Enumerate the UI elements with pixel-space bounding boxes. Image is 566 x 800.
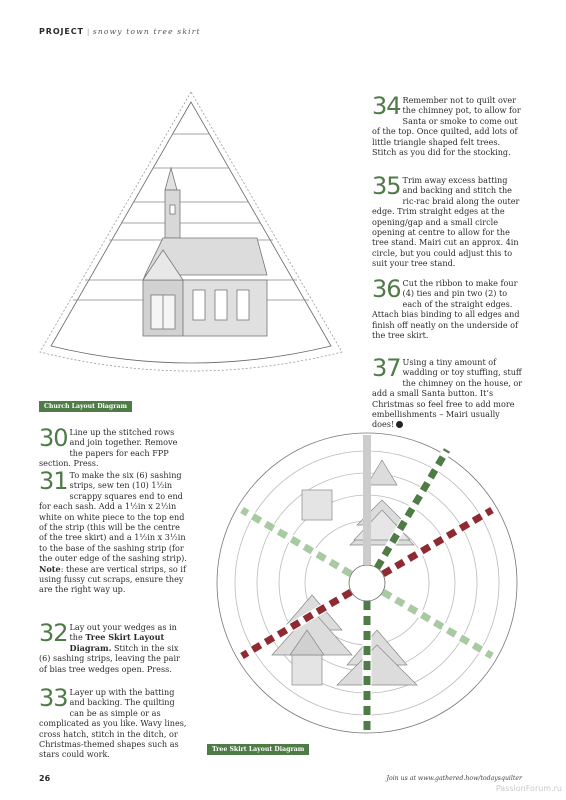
step-text-continued: Stitch in the six (6) sashing strips, leaving the pair of bias tree wedges open. Press. (39, 642, 180, 674)
website-link[interactable]: Join us at www.gathered.how/todaysquilter (386, 775, 522, 782)
step-number: 32 (39, 619, 68, 647)
step-31 (39, 467, 189, 595)
step-33 (39, 684, 189, 760)
step-text-continued: : these are vertical strips, so if using fussy cut scraps, ensure they are the right way up. (39, 563, 186, 595)
step-30 (39, 424, 189, 469)
church-layout-diagram (35, 90, 347, 390)
step-number: 31 (39, 467, 68, 495)
step-text: Layer up with the batting and backing. The quilting can be as simple or as complicated as you like. Wavy lines, cross hatch, stitch in the ditch, or Christmas-themed shapes such as stars could work. (39, 687, 187, 760)
step-text: Cut the ribbon to make four (4) ties and pin two (2) to each of the straight edges. Attach bias binding to all edges and finish off neatly on the underside of the tree skirt. (372, 278, 520, 341)
step-32 (39, 619, 189, 674)
section-label: PROJECT (39, 27, 84, 36)
step-number: 34 (372, 92, 401, 120)
step-text: Using a tiny amount of wadding or toy stuffing, stuff the chimney on the house, or add a small Santa button. It’s Christmas so feel free to add more embellishments – Mairi usually does! (372, 357, 523, 430)
page-number: 26 (39, 774, 51, 783)
step-35 (372, 172, 524, 269)
step-text: Line up the stitched rows and join together. Remove the papers for each FPP section. Press. (39, 427, 178, 469)
step-37 (372, 354, 524, 430)
step-number: 35 (372, 172, 401, 200)
tree-skirt-diagram-caption: Tree Skirt Layout Diagram (207, 744, 309, 755)
step-number: 37 (372, 354, 401, 382)
step-number: 33 (39, 684, 68, 712)
step-number: 30 (39, 424, 68, 452)
project-title: snowy town tree skirt (92, 27, 201, 36)
step-number: 36 (372, 275, 401, 303)
step-34 (372, 92, 524, 158)
page-header (39, 27, 201, 36)
step-text: Trim away excess batting and backing and stitch the ric-rac braid along the outer edge. Trim straight edges at the opening/gap and a small circle opening at centre to allow for the tree stand. Mairi cut an approx. 4in circle, but you could adjust this to suit your tree stand. (372, 175, 520, 269)
header-separator: | (86, 27, 90, 36)
tree-skirt-layout-diagram (202, 430, 536, 752)
step-text: To make the six (6) sashing strips, sew ten (10) 1½in scrappy squares end to end for each sash. Add a 1½in x 2½in white on white piece to the top end of the strip (this will be the centre of the tree skirt) and a 1½in x 3½in to the base of the sashing strip (for the outer edge of the sashing strip). (39, 470, 187, 564)
step-text: Lay out your wedges as in the (69, 622, 177, 643)
watermark: PassionForum.ru (495, 784, 562, 793)
diagram-reference: Tree Skirt Layout Diagram. (69, 632, 165, 653)
step-36 (372, 275, 524, 341)
note-label: Note (39, 563, 61, 574)
church-diagram-caption: Church Layout Diagram (39, 401, 132, 412)
step-text: Remember not to quilt over the chimney pot, to allow for Santa or smoke to come out of the top. Once quilted, add lots of little triangle shaped felt trees. Stitch as you did for the stocking. (372, 95, 521, 158)
end-of-article-icon (396, 421, 403, 428)
